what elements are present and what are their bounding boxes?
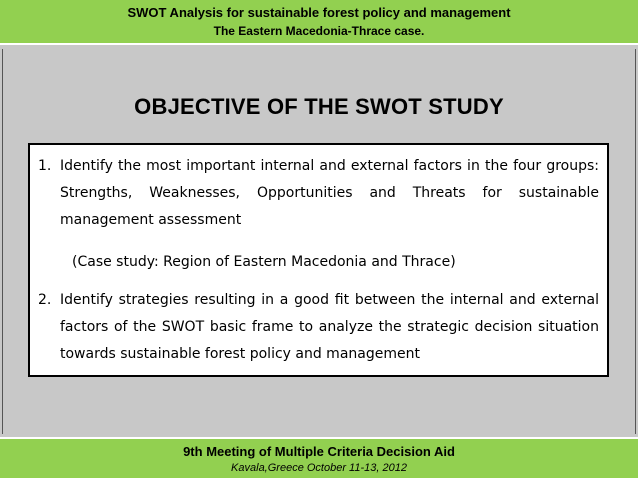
objective-number: 1. xyxy=(38,158,52,174)
slide-heading: OBJECTIVE OF THE SWOT STUDY xyxy=(134,94,504,119)
objective-number: 2. xyxy=(38,292,52,308)
header-subtitle: The Eastern Macedonia-Thrace case. xyxy=(213,24,425,38)
objective-text xyxy=(60,153,599,234)
objective-line: towards sustainable forest policy and management xyxy=(60,346,420,362)
objective-item-2 xyxy=(38,287,599,368)
footer-banner xyxy=(0,437,638,478)
case-study-note: (Case study: Region of Eastern Macedonia and Thrace) xyxy=(72,254,456,270)
objective-line: factors of the SWOT basic frame to analyze the strategic decision situation xyxy=(60,319,599,335)
objective-line: Strengths, Weaknesses, Opportunities and Threats for sustainable xyxy=(60,185,599,201)
objective-line: Identify the most important internal and external factors in the four groups: xyxy=(60,158,599,174)
objectives-box xyxy=(28,143,609,377)
footer-subtitle: Kavala,Greece October 11-13, 2012 xyxy=(231,462,407,474)
footer-title: 9th Meeting of Multiple Criteria Decision Aid xyxy=(183,444,455,459)
header-banner xyxy=(0,0,638,45)
objective-text xyxy=(60,287,599,368)
header-title: SWOT Analysis for sustainable forest policy and management xyxy=(127,5,511,20)
objective-line: Identify strategies resulting in a good fit between the internal and external xyxy=(60,292,599,308)
objective-line: management assessment xyxy=(60,212,242,228)
objective-item-1 xyxy=(38,153,599,270)
